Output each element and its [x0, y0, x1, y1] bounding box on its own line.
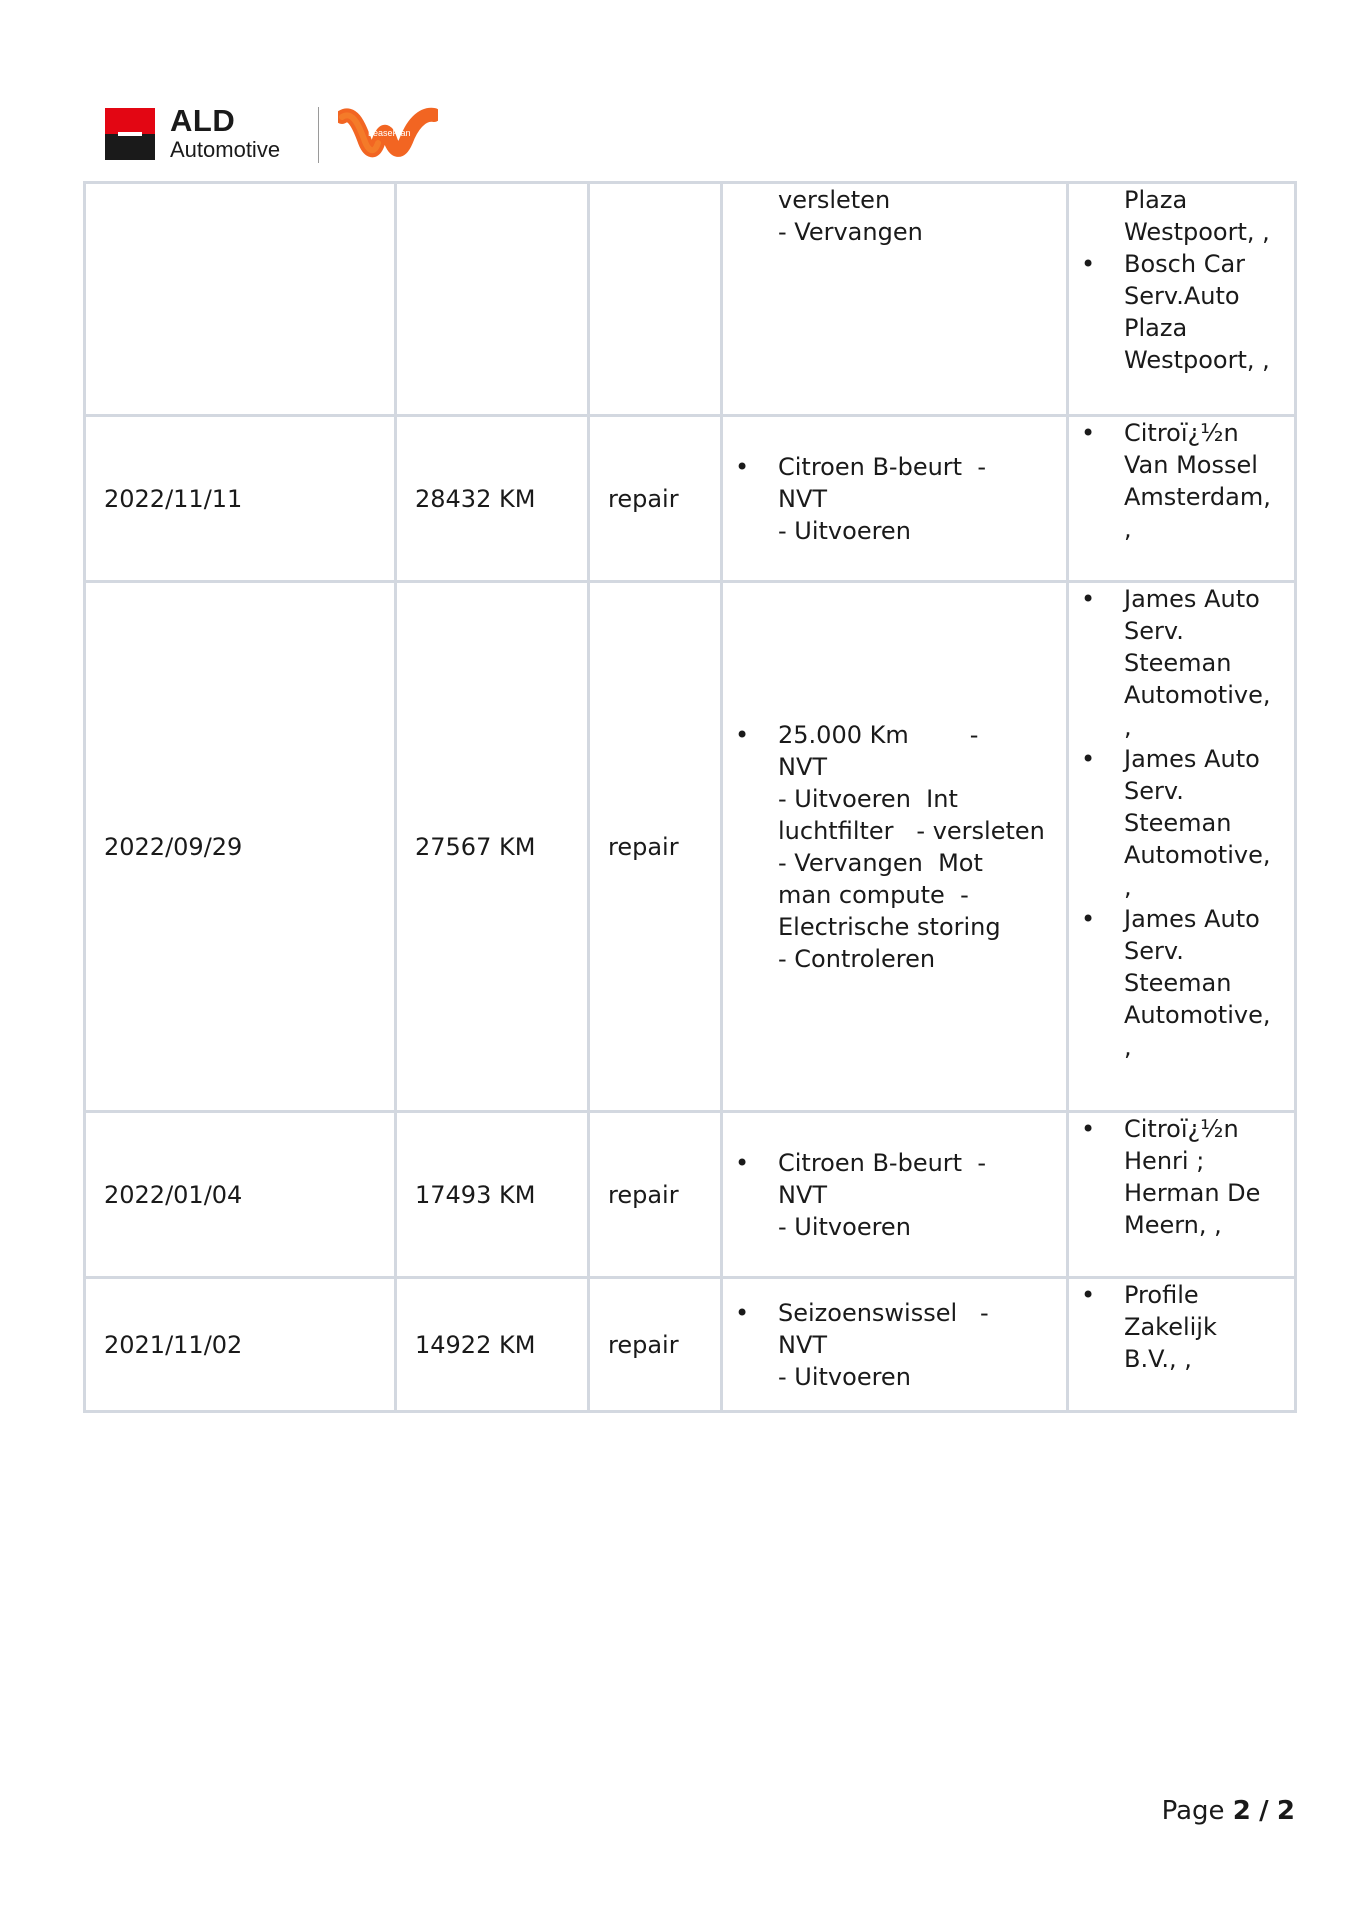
page-number [1162, 1796, 1295, 1826]
item-line: Serv. [1124, 617, 1184, 645]
item-line: Steeman [1124, 649, 1232, 677]
item-line: • Citroï¿½n [1124, 419, 1239, 447]
type-cell: repair [589, 1278, 722, 1412]
item-line: versleten [778, 186, 891, 214]
suppliers-cell [1068, 582, 1296, 1112]
table-row [85, 1278, 1296, 1412]
item-line: Automotive, [1124, 1001, 1271, 1029]
item-line: • Citroen B-beurt - [778, 1148, 986, 1177]
maintenance-history-table [83, 181, 1297, 1413]
bullet-item [1069, 417, 1294, 545]
leaseplan-logo-icon [338, 105, 438, 163]
item-line: , [1124, 515, 1132, 543]
item-line: Van Mossel [1124, 451, 1258, 479]
bullet-item [1069, 1279, 1294, 1375]
item-line: - Vervangen [778, 218, 923, 246]
item-line: • 25.000 Km - [778, 720, 979, 749]
date-cell: 2022/01/04 [85, 1112, 396, 1278]
item-line: • James Auto [1124, 905, 1260, 933]
suppliers-cell [1068, 416, 1296, 582]
item-line: • James Auto [1124, 745, 1260, 773]
table-row [85, 582, 1296, 1112]
bullet-item [723, 1147, 1066, 1243]
item-line: Steeman [1124, 969, 1232, 997]
services-cell [722, 1278, 1068, 1412]
suppliers-cell [1068, 1112, 1296, 1278]
item-line: Plaza [1124, 186, 1188, 214]
item-line: • Bosch Car [1124, 250, 1246, 278]
item-line: • James Auto [1124, 585, 1260, 613]
partner-logo-text: LeasePlan [368, 128, 411, 138]
item-line: Westpoort, , [1124, 346, 1270, 374]
item-line: Meern, , [1124, 1211, 1222, 1239]
page-label: Page [1161, 1796, 1225, 1826]
item-line: NVT [778, 752, 828, 781]
item-line: , [1124, 1033, 1132, 1061]
item-line: Serv.Auto [1124, 282, 1240, 310]
brand-subtitle: Automotive [170, 137, 281, 162]
item-line: • Profile [1124, 1281, 1199, 1309]
item-line: Serv. [1124, 937, 1184, 965]
date-cell: 2022/11/11 [85, 416, 396, 582]
bullet-item [723, 451, 1066, 547]
date-cell: 2021/11/02 [85, 1278, 396, 1412]
date-cell: 2022/09/29 [85, 582, 396, 1112]
item-line: man compute - [778, 880, 969, 909]
item-line: - Uitvoeren [778, 1362, 911, 1391]
ald-logo-text [170, 105, 280, 163]
item-line: Westpoort, , [1124, 218, 1270, 246]
item-line: • Seizoenswissel - [778, 1298, 989, 1327]
item-line: - Uitvoeren [778, 516, 911, 545]
item-line: - Vervangen Mot [778, 848, 983, 877]
mileage-cell: 28432 KM [396, 416, 589, 582]
mileage-cell: 17493 KM [396, 1112, 589, 1278]
services-cell [722, 416, 1068, 582]
type-cell: repair [589, 416, 722, 582]
item-line: Henri ; [1124, 1147, 1205, 1175]
continuation-item [723, 184, 1066, 248]
page-total: 2 [1276, 1796, 1295, 1826]
item-line: NVT [778, 484, 828, 513]
item-line: NVT [778, 1180, 828, 1209]
item-line: , [1124, 713, 1132, 741]
item-line: luchtfilter - versleten [778, 816, 1045, 845]
table-body [85, 183, 1296, 1412]
bullet-item [723, 1297, 1066, 1393]
table-row [85, 416, 1296, 582]
bullet-item [1069, 903, 1294, 1063]
bullet-item [1069, 583, 1294, 743]
item-line: • Citroï¿½n [1124, 1115, 1239, 1143]
item-line: - Controleren [778, 944, 936, 973]
type-cell: repair [589, 1112, 722, 1278]
mileage-cell: 14922 KM [396, 1278, 589, 1412]
services-cell [722, 1112, 1068, 1278]
suppliers-cell [1068, 183, 1296, 416]
type-cell [589, 183, 722, 416]
bullet-item [723, 719, 1066, 975]
type-cell: repair [589, 582, 722, 1112]
item-line: Herman De [1124, 1179, 1261, 1207]
item-line: Electrische storing [778, 912, 1001, 941]
item-line: Automotive, [1124, 841, 1271, 869]
item-line: Zakelijk [1124, 1313, 1217, 1341]
page-separator: / [1259, 1796, 1269, 1826]
mileage-cell [396, 183, 589, 416]
item-line: Serv. [1124, 777, 1184, 805]
item-line: Plaza [1124, 314, 1188, 342]
ald-logo-icon [105, 108, 155, 160]
logo-divider [318, 107, 319, 163]
suppliers-cell [1068, 1278, 1296, 1412]
page-current: 2 [1232, 1796, 1251, 1826]
item-line: NVT [778, 1330, 828, 1359]
mileage-cell: 27567 KM [396, 582, 589, 1112]
brand-title: ALD [170, 103, 236, 138]
services-cell [722, 183, 1068, 416]
document-header [105, 105, 465, 165]
bullet-item [1069, 1113, 1294, 1241]
item-line: , [1124, 873, 1132, 901]
item-line: Steeman [1124, 809, 1232, 837]
item-line: Amsterdam, [1124, 483, 1271, 511]
item-line: Automotive, [1124, 681, 1271, 709]
bullet-item [1069, 248, 1294, 376]
item-line: - Uitvoeren Int [778, 784, 958, 813]
table-row [85, 183, 1296, 416]
item-line: • Citroen B-beurt - [778, 452, 986, 481]
continuation-item [1069, 184, 1294, 248]
bullet-item [1069, 743, 1294, 903]
table-row [85, 1112, 1296, 1278]
item-line: - Uitvoeren [778, 1212, 911, 1241]
date-cell [85, 183, 396, 416]
services-cell [722, 582, 1068, 1112]
item-line: B.V., , [1124, 1345, 1192, 1373]
